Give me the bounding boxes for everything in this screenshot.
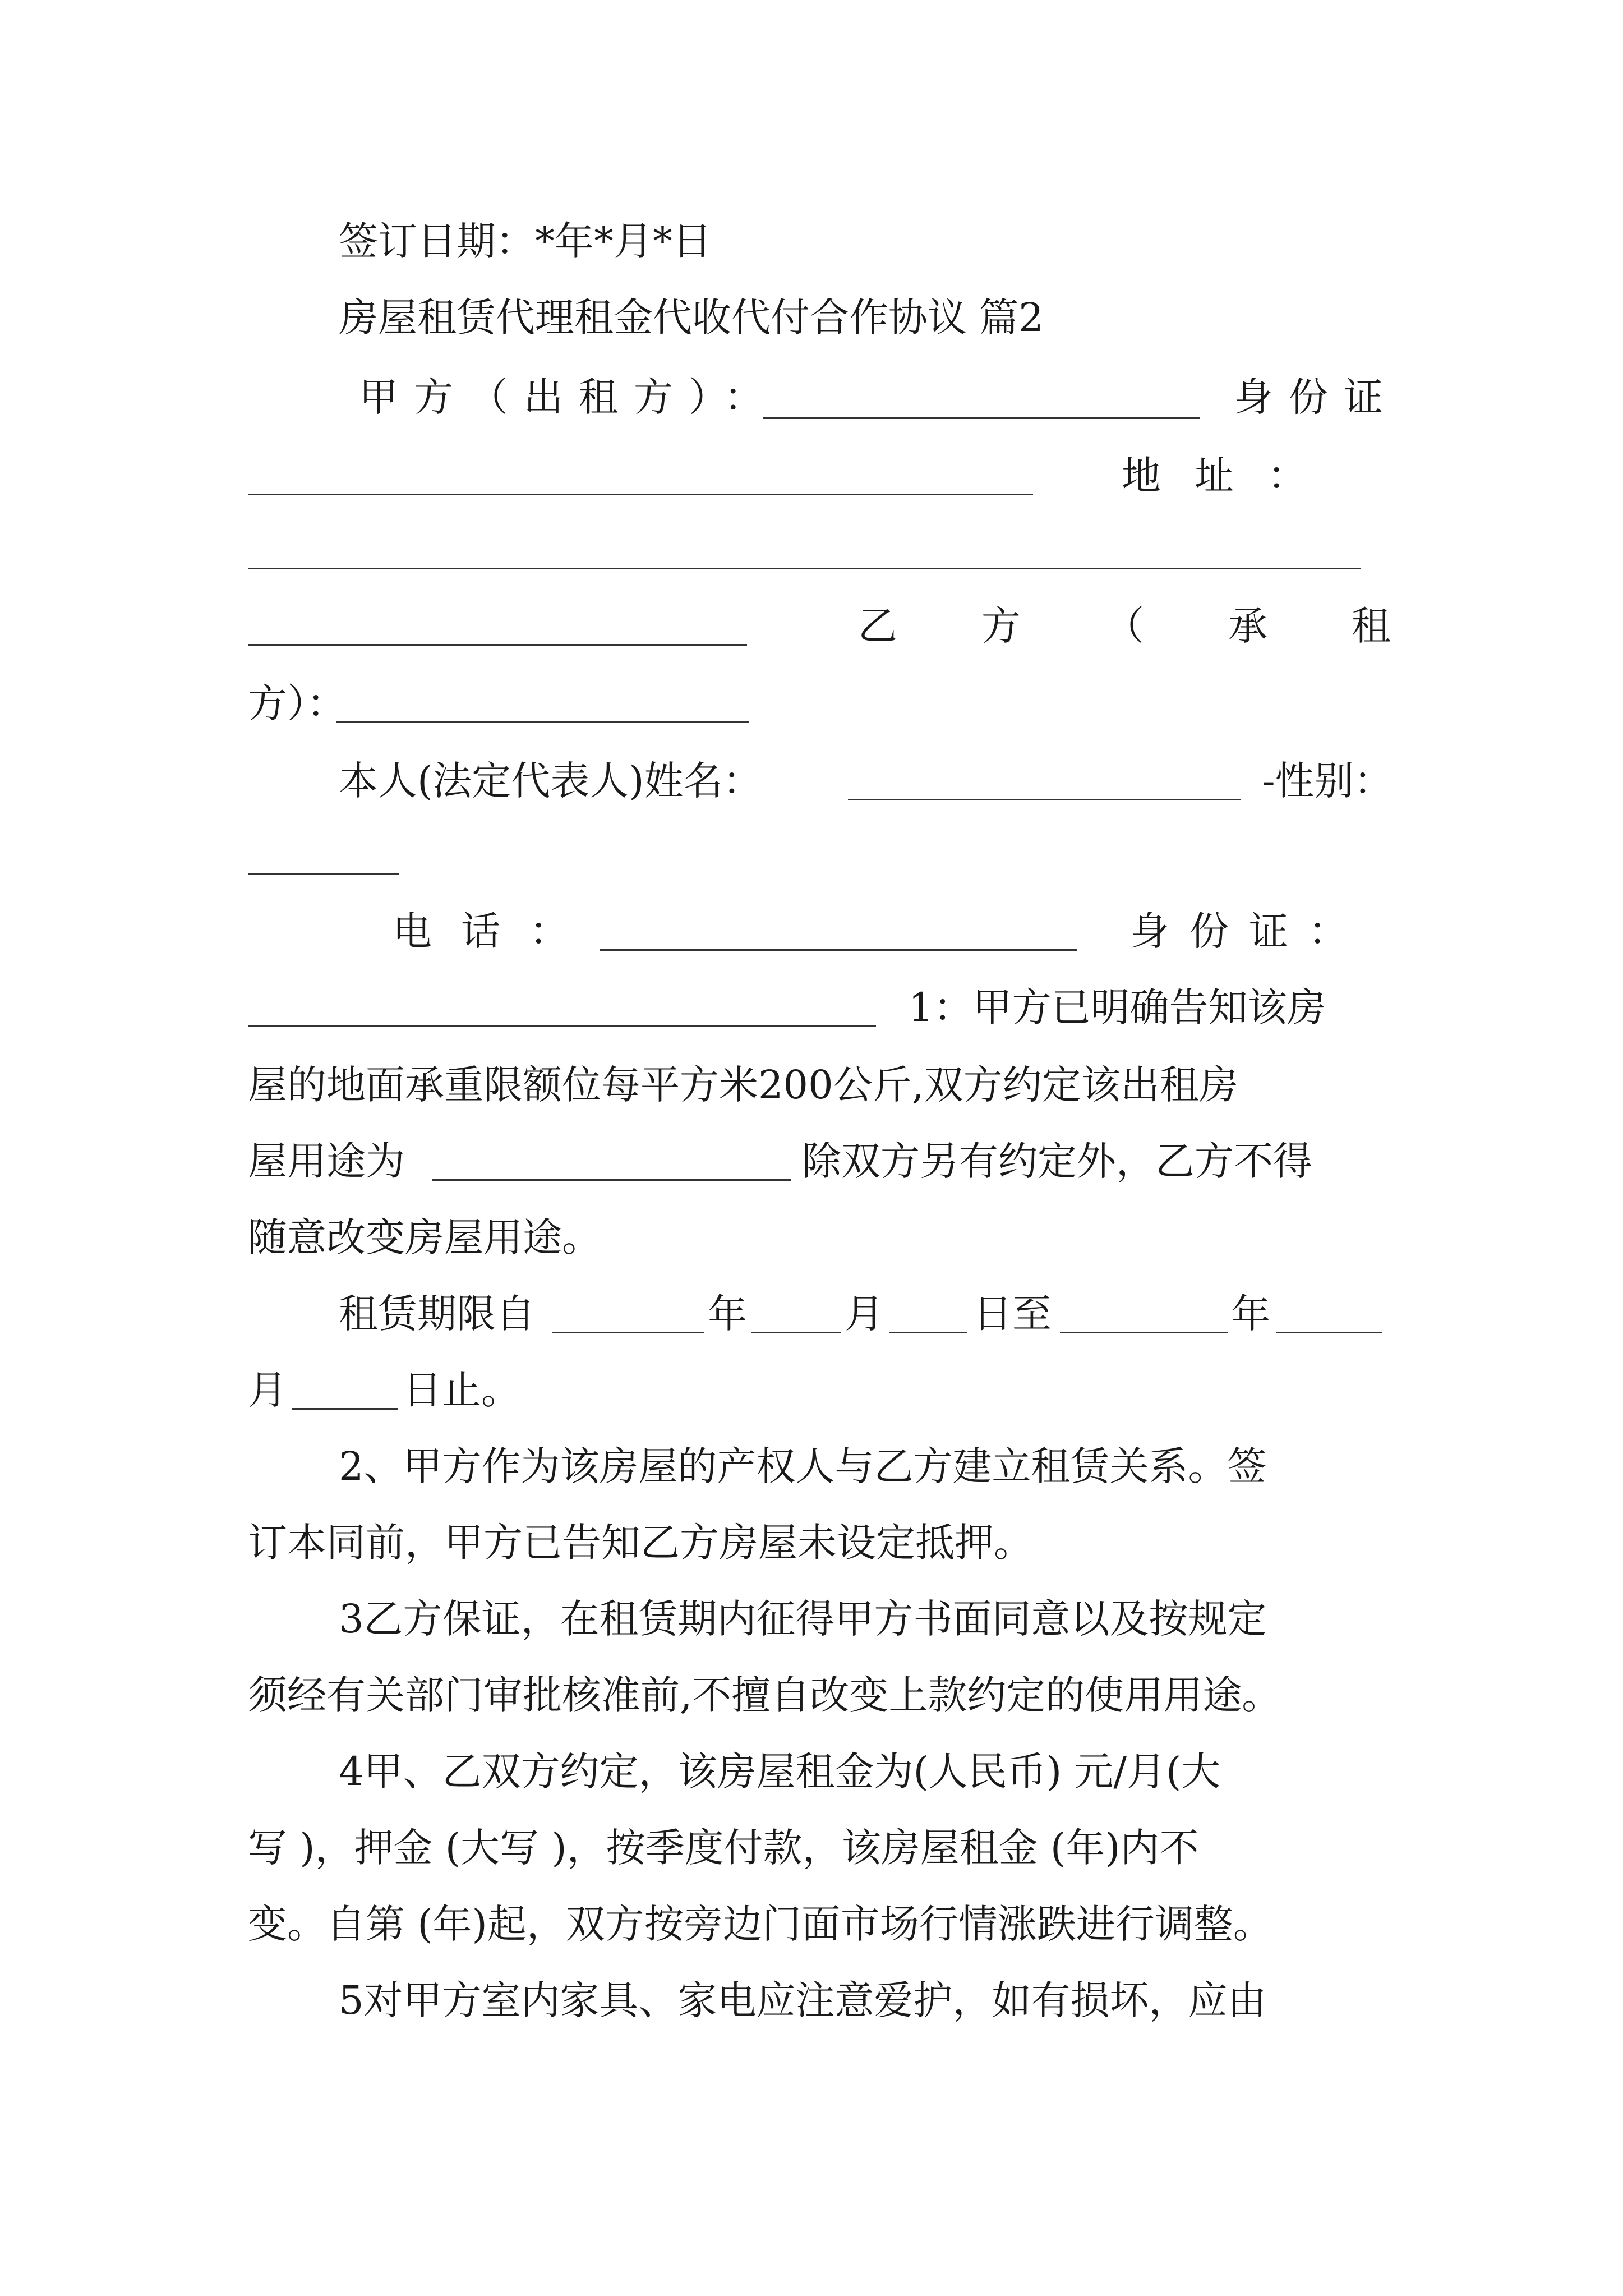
id-card-blank-a[interactable] bbox=[248, 494, 1033, 495]
term-month2-blank[interactable] bbox=[1276, 1332, 1382, 1333]
clause5-line1: 5对甲方室内家具、家电应注意爱护，如有损坏，应由 bbox=[339, 1977, 1267, 2023]
clause3-line1: 3乙方保证，在租赁期内征得甲方书面同意以及按规定 bbox=[339, 1596, 1267, 1642]
clause4-line3: 变。自第 (年)起，双方按旁边门面市场行情涨跌进行调整。 bbox=[248, 1901, 1272, 1947]
sign-date: 签订日期：*年*月*日 bbox=[339, 218, 712, 264]
term-month: 月 bbox=[845, 1291, 884, 1337]
clause4-line1: 4甲、乙双方约定，该房屋租金为(人民币) 元/月(大 bbox=[339, 1749, 1221, 1795]
id-card-label-b: 身份证： bbox=[1130, 908, 1368, 954]
name-blank[interactable] bbox=[848, 799, 1241, 800]
gender-label: -性别： bbox=[1262, 758, 1393, 804]
party-b-label-cont: 方）： bbox=[248, 680, 346, 726]
usage-blank[interactable] bbox=[432, 1179, 791, 1181]
phone-blank[interactable] bbox=[600, 949, 1077, 951]
clause3-line2: 须经有关部门审批核准前,不擅自改变上款约定的使用用途。 bbox=[248, 1672, 1281, 1718]
term-day2-blank[interactable] bbox=[292, 1408, 398, 1410]
clause1-line2: 屋的地面承重限额位每平方米200公斤,双方约定该出租房 bbox=[248, 1062, 1238, 1108]
term-end: 日止。 bbox=[403, 1367, 520, 1413]
term-year2-blank[interactable] bbox=[1060, 1332, 1228, 1333]
gender-blank[interactable] bbox=[248, 873, 399, 875]
clause1-line3b: 除双方另有约定外，乙方不得 bbox=[802, 1138, 1312, 1184]
clause1-line3a: 屋用途为 bbox=[248, 1138, 405, 1184]
name-label: 本人(法定代表人)姓名： bbox=[339, 758, 762, 804]
party-a-blank[interactable] bbox=[763, 417, 1200, 419]
clause1-line4: 随意改变房屋用途。 bbox=[248, 1214, 601, 1260]
id-card-label-a: 身份证 bbox=[1234, 374, 1399, 420]
term-year: 年 bbox=[708, 1291, 747, 1337]
party-a-line bbox=[359, 370, 779, 424]
address-label: 地址： bbox=[1122, 453, 1340, 499]
id-card-blank-b[interactable] bbox=[248, 1025, 876, 1027]
party-b-label: 乙方（承租 bbox=[858, 603, 1475, 649]
term-year-blank[interactable] bbox=[552, 1332, 704, 1333]
clause1-start: 1：甲方已明确告知该房 bbox=[909, 984, 1326, 1030]
clause2-line2: 订本同前，甲方已告知乙方房屋未设定抵押。 bbox=[248, 1520, 1033, 1566]
party-a-label: 甲方（出租方）： bbox=[359, 374, 779, 420]
term-from: 租赁期限自 bbox=[339, 1291, 535, 1337]
term-month-blank[interactable] bbox=[751, 1332, 841, 1333]
term-month2: 月 bbox=[248, 1367, 287, 1413]
term-to: 日至 bbox=[973, 1291, 1052, 1337]
term-day-blank[interactable] bbox=[889, 1332, 967, 1333]
address-blank[interactable] bbox=[248, 568, 1361, 569]
document-title: 房屋租赁代理租金代收代付合作协议 篇2 bbox=[339, 295, 1044, 341]
phone-label: 电话： bbox=[393, 908, 598, 954]
term-year2: 年 bbox=[1231, 1291, 1270, 1337]
clause4-line2: 写 )，押金 (大写 )，按季度付款，该房屋租金 (年)内不 bbox=[248, 1825, 1199, 1871]
clause2-line1: 2、甲方作为该房屋的产权人与乙方建立租赁关系。签 bbox=[339, 1443, 1267, 1489]
blank-before-party-b[interactable] bbox=[248, 644, 747, 646]
party-b-blank[interactable] bbox=[336, 721, 749, 723]
